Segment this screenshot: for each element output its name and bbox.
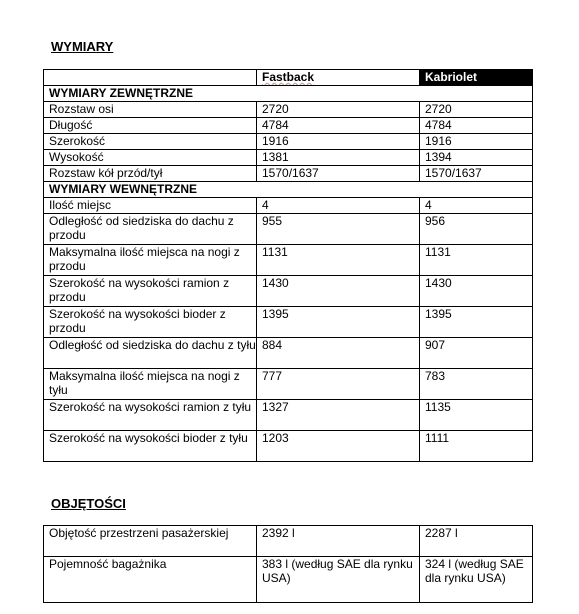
row-label: Ilość miejsc — [44, 198, 257, 214]
fastback-value: 4 — [257, 198, 420, 214]
fastback-value: 1327 — [257, 400, 420, 431]
kabriolet-value: 956 — [420, 214, 533, 245]
table-row — [44, 557, 533, 603]
row-label: Długość — [44, 118, 257, 134]
fastback-value: 1131 — [257, 245, 420, 276]
exterior-section-title: WYMIARY ZEWNĘTRZNE — [44, 86, 533, 102]
volumes-table — [43, 525, 533, 603]
table-row — [44, 102, 533, 118]
fastback-value: 383 l (według SAE dla rynku USA) — [257, 557, 420, 603]
row-label: Odległość od siedziska do dachu z tyłu — [44, 338, 257, 369]
header-cell-empty — [44, 70, 257, 86]
table-header-row — [44, 70, 533, 86]
row-label: Rozstaw osi — [44, 102, 257, 118]
row-label: Szerokość — [44, 134, 257, 150]
table-row — [44, 245, 533, 276]
fastback-value: 1381 — [257, 150, 420, 166]
fastback-value: 1203 — [257, 431, 420, 462]
kabriolet-value: 907 — [420, 338, 533, 369]
interior-section-title: WYMIARY WEWNĘTRZNE — [44, 182, 533, 198]
fastback-value: 1395 — [257, 307, 420, 338]
kabriolet-value: 1394 — [420, 150, 533, 166]
kabriolet-value: 2720 — [420, 102, 533, 118]
row-label: Szerokość na wysokości bioder z przodu — [44, 307, 257, 338]
table-row — [44, 338, 533, 369]
table-row — [44, 166, 533, 182]
row-label: Szerokość na wysokości bioder z tyłu — [44, 431, 257, 462]
table-row — [44, 198, 533, 214]
fastback-value: 1430 — [257, 276, 420, 307]
kabriolet-value: 1111 — [420, 431, 533, 462]
kabriolet-value: 324 l (według SAE dla rynku USA) — [420, 557, 533, 603]
row-label: Objętość przestrzeni pasażerskiej — [44, 526, 257, 557]
header-cell-fastback: Fastback — [257, 70, 420, 86]
row-label: Maksymalna ilość miejsca na nogi z przodu — [44, 245, 257, 276]
fastback-value: 4784 — [257, 118, 420, 134]
dimensions-table — [43, 69, 533, 462]
kabriolet-value: 1570/1637 — [420, 166, 533, 182]
kabriolet-value: 783 — [420, 369, 533, 400]
row-label: Pojemność bagażnika — [44, 557, 257, 603]
row-label: Szerokość na wysokości ramion z przodu — [44, 276, 257, 307]
table-row — [44, 150, 533, 166]
fastback-value: 2720 — [257, 102, 420, 118]
table-row — [44, 214, 533, 245]
kabriolet-value: 1135 — [420, 400, 533, 431]
dimensions-heading: WYMIARY — [51, 39, 114, 54]
kabriolet-value: 4 — [420, 198, 533, 214]
kabriolet-value: 1430 — [420, 276, 533, 307]
volumes-heading: OBJĘTOŚCI — [51, 496, 126, 511]
kabriolet-value: 2287 l — [420, 526, 533, 557]
kabriolet-value: 1131 — [420, 245, 533, 276]
fastback-value: 777 — [257, 369, 420, 400]
fastback-value: 955 — [257, 214, 420, 245]
table-row — [44, 526, 533, 557]
table-row — [44, 134, 533, 150]
table-row — [44, 431, 533, 462]
kabriolet-value: 1916 — [420, 134, 533, 150]
kabriolet-value: 4784 — [420, 118, 533, 134]
exterior-section-row — [44, 86, 533, 102]
kabriolet-value: 1395 — [420, 307, 533, 338]
header-cell-kabriolet: Kabriolet — [420, 70, 533, 86]
table-row — [44, 118, 533, 134]
row-label: Odległość od siedziska do dachu z przodu — [44, 214, 257, 245]
row-label: Maksymalna ilość miejsca na nogi z tyłu — [44, 369, 257, 400]
row-label: Rozstaw kół przód/tył — [44, 166, 257, 182]
fastback-value: 884 — [257, 338, 420, 369]
table-row — [44, 369, 533, 400]
fastback-value: 2392 l — [257, 526, 420, 557]
table-row — [44, 276, 533, 307]
row-label: Wysokość — [44, 150, 257, 166]
table-row — [44, 400, 533, 431]
interior-section-row — [44, 182, 533, 198]
fastback-value: 1916 — [257, 134, 420, 150]
row-label: Szerokość na wysokości ramion z tyłu — [44, 400, 257, 431]
fastback-value: 1570/1637 — [257, 166, 420, 182]
table-row — [44, 307, 533, 338]
